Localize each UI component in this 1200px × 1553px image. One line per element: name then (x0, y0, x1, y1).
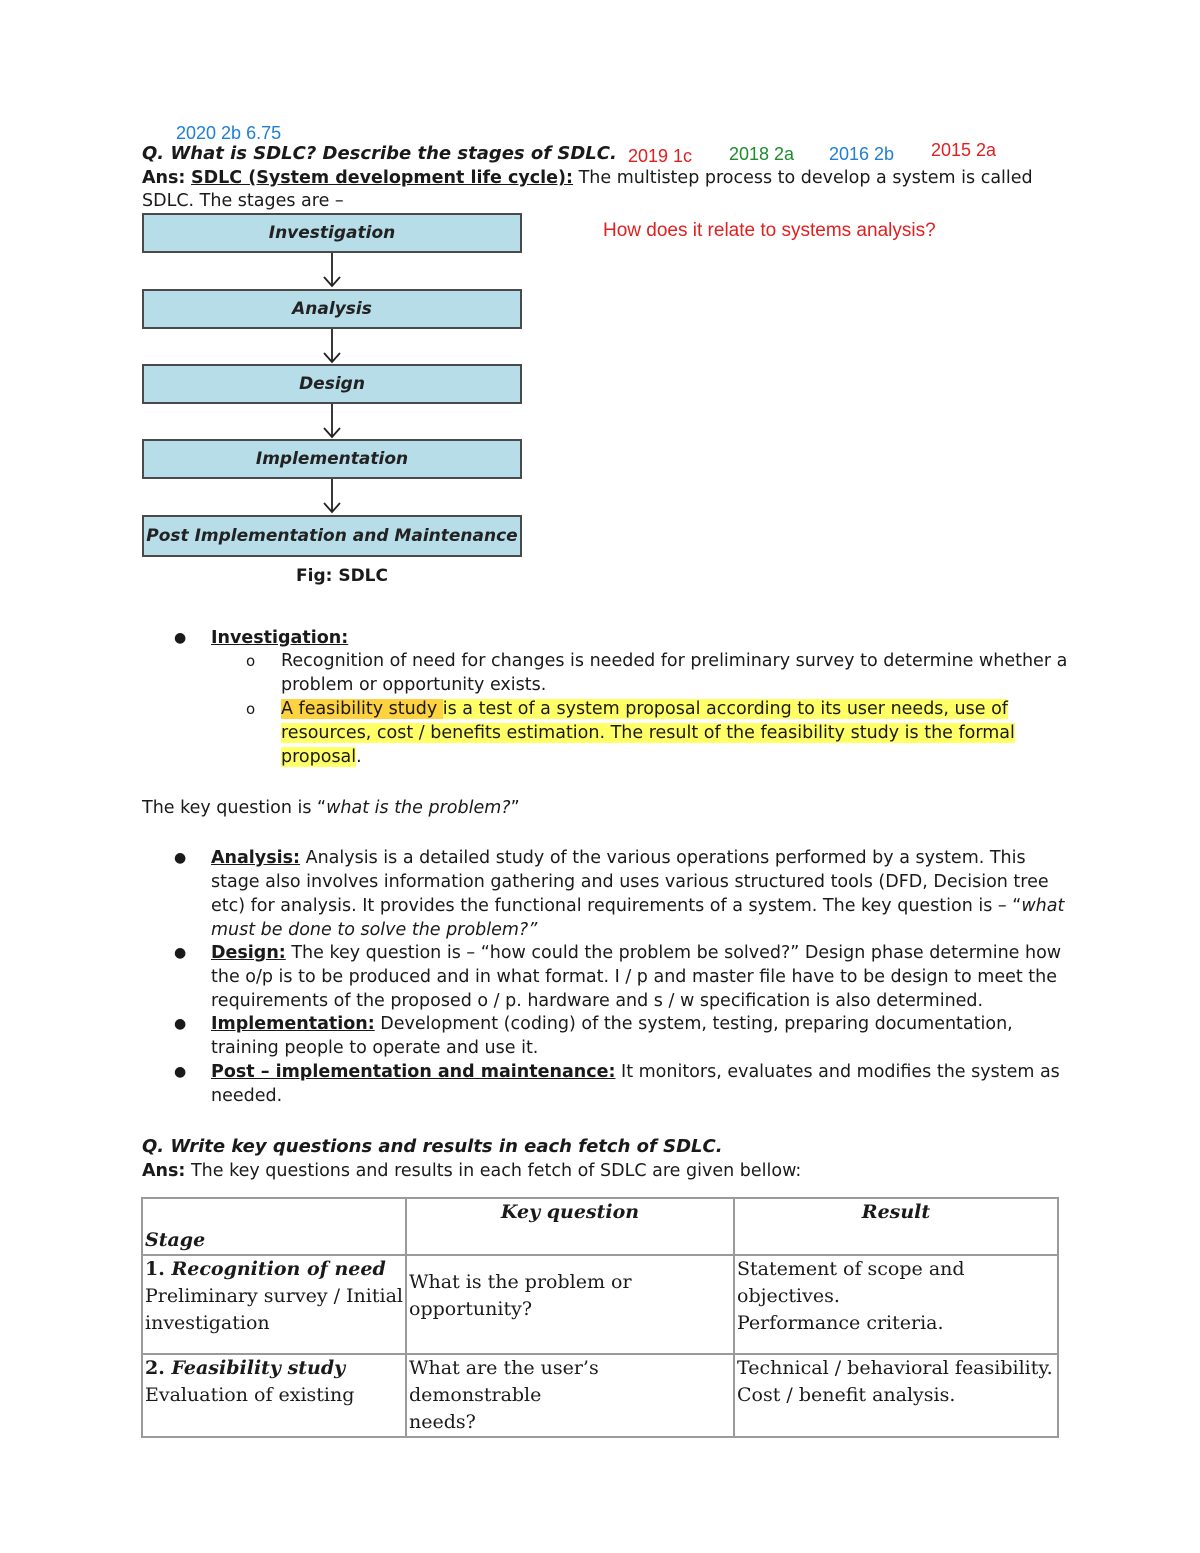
post-implementation-heading: Post – implementation and maintenance: (211, 1062, 616, 1082)
bullet-icon: ● (174, 630, 187, 646)
relate-note: How does it relate to systems analysis? (603, 220, 936, 241)
answer-label: Ans: (142, 168, 186, 188)
text-line: The key question is – “how could the problem be solved?” Design phase determine how (285, 943, 1062, 963)
year-tag-2018: 2018 2a (729, 144, 795, 164)
cell-stage: 1. Recognition of need Preliminary survey / Initial investigation (142, 1255, 406, 1354)
arrow-down-icon (320, 404, 344, 440)
answer-line-q2 (142, 1159, 801, 1183)
text-end: . (356, 747, 362, 767)
sdlc-table (141, 1197, 1059, 1438)
answer-line-2: SDLC. The stages are – (142, 191, 344, 211)
text-line: training people to operate and use it. (211, 1038, 539, 1058)
highlight-yellow: is a test of a system proposal according to its user needs, use of (442, 699, 1008, 719)
circle-bullet-icon: o (246, 700, 256, 718)
cell-question: What are the user’s demonstrable needs? (406, 1354, 734, 1437)
bullet-icon: ● (174, 945, 187, 961)
cell-question: What is the problem or opportunity? (406, 1255, 734, 1354)
implementation-item (211, 1012, 1081, 1060)
header-stage: Stage (142, 1198, 406, 1255)
text-line: requirements of the proposed o / p. hardware and s / w specification is also determined. (211, 991, 984, 1011)
table-header-row (142, 1198, 1058, 1255)
year-tag-2015: 2015 2a (931, 140, 997, 160)
circle-bullet-icon: o (246, 652, 256, 670)
investigation-point-2 (281, 697, 1081, 769)
text-line: etc) for analysis. It provides the functional requirements of a system. The key question is – “ (211, 896, 1022, 916)
bullet-icon: ● (174, 850, 187, 866)
investigation-point-1 (281, 649, 1081, 697)
text-line: It monitors, evaluates and modifies the system as (615, 1062, 1060, 1082)
question-title-1: Q. What is SDLC? Describe the stages of SDLC. (142, 143, 617, 164)
arrow-down-icon (320, 329, 344, 365)
text-line: needed. (211, 1086, 283, 1106)
stage-box-analysis: Analysis (142, 289, 522, 329)
text-part: ” (510, 798, 520, 818)
design-item (211, 941, 1081, 1013)
text-italic: what is the problem? (326, 798, 511, 818)
stage-box-design: Design (142, 364, 522, 404)
text-line: problem or opportunity exists. (281, 675, 547, 695)
stage-box-investigation: Investigation (142, 213, 522, 253)
stage-box-post-implementation: Post Implementation and Maintenance (142, 515, 522, 557)
table-row (142, 1354, 1058, 1437)
text-line: stage also involves information gathering and uses various structured tools (DFD, Decision tree (211, 872, 1049, 892)
highlight-yellow: proposal (281, 747, 357, 767)
highlight-orange: A feasibility study (281, 699, 443, 719)
key-question-line (142, 796, 520, 820)
analysis-item (211, 846, 1081, 942)
year-tag-2019: 2019 1c (628, 146, 693, 166)
cell-result: Technical / behavioral feasibility. Cost / benefit analysis. (734, 1354, 1058, 1437)
investigation-heading: Investigation: (211, 628, 349, 648)
text-line: Development (coding) of the system, testing, preparing documentation, (374, 1014, 1013, 1034)
stage-box-implementation: Implementation (142, 439, 522, 479)
bullet-icon: ● (174, 1016, 187, 1032)
arrow-down-icon (320, 253, 344, 289)
design-heading: Design: (211, 943, 286, 963)
arrow-down-icon (320, 479, 344, 515)
highlight-yellow: resources, cost / benefits estimation. The result of the feasibility study is the formal (281, 723, 1015, 743)
answer-line-1 (142, 166, 1033, 190)
text-line: the o/p is to be produced and in what format. I / p and master file have to be design to meet the (211, 967, 1057, 987)
table-row (142, 1255, 1058, 1354)
text-line: Recognition of need for changes is needed for preliminary survey to determine whether a (281, 651, 1068, 671)
cell-stage: 2. Feasibility study Evaluation of existing (142, 1354, 406, 1437)
answer-text: The multistep process to develop a system is called (573, 168, 1033, 188)
cell-result: Statement of scope and objectives. Performance criteria. (734, 1255, 1058, 1354)
header-key-question: Key question (406, 1198, 734, 1255)
sdlc-term: SDLC (System development life cycle): (191, 168, 574, 188)
header-result: Result (734, 1198, 1058, 1255)
text-italic: what (1021, 896, 1065, 916)
answer-text: The key questions and results in each fetch of SDLC are given bellow: (185, 1161, 802, 1181)
answer-label: Ans: (142, 1161, 186, 1181)
post-implementation-item (211, 1060, 1081, 1108)
implementation-heading: Implementation: (211, 1014, 375, 1034)
question-title-2: Q. Write key questions and results in each fetch of SDLC. (142, 1136, 723, 1157)
analysis-heading: Analysis: (211, 848, 301, 868)
year-tag-2020: 2020 2b 6.75 (176, 123, 282, 143)
text-line: Analysis is a detailed study of the various operations performed by a system. This (300, 848, 1026, 868)
bullet-icon: ● (174, 1064, 187, 1080)
year-tag-2016: 2016 2b (829, 144, 895, 164)
text-italic: must be done to solve the problem?” (211, 920, 538, 940)
figure-caption: Fig: SDLC (296, 566, 388, 586)
text-part: The key question is “ (142, 798, 327, 818)
